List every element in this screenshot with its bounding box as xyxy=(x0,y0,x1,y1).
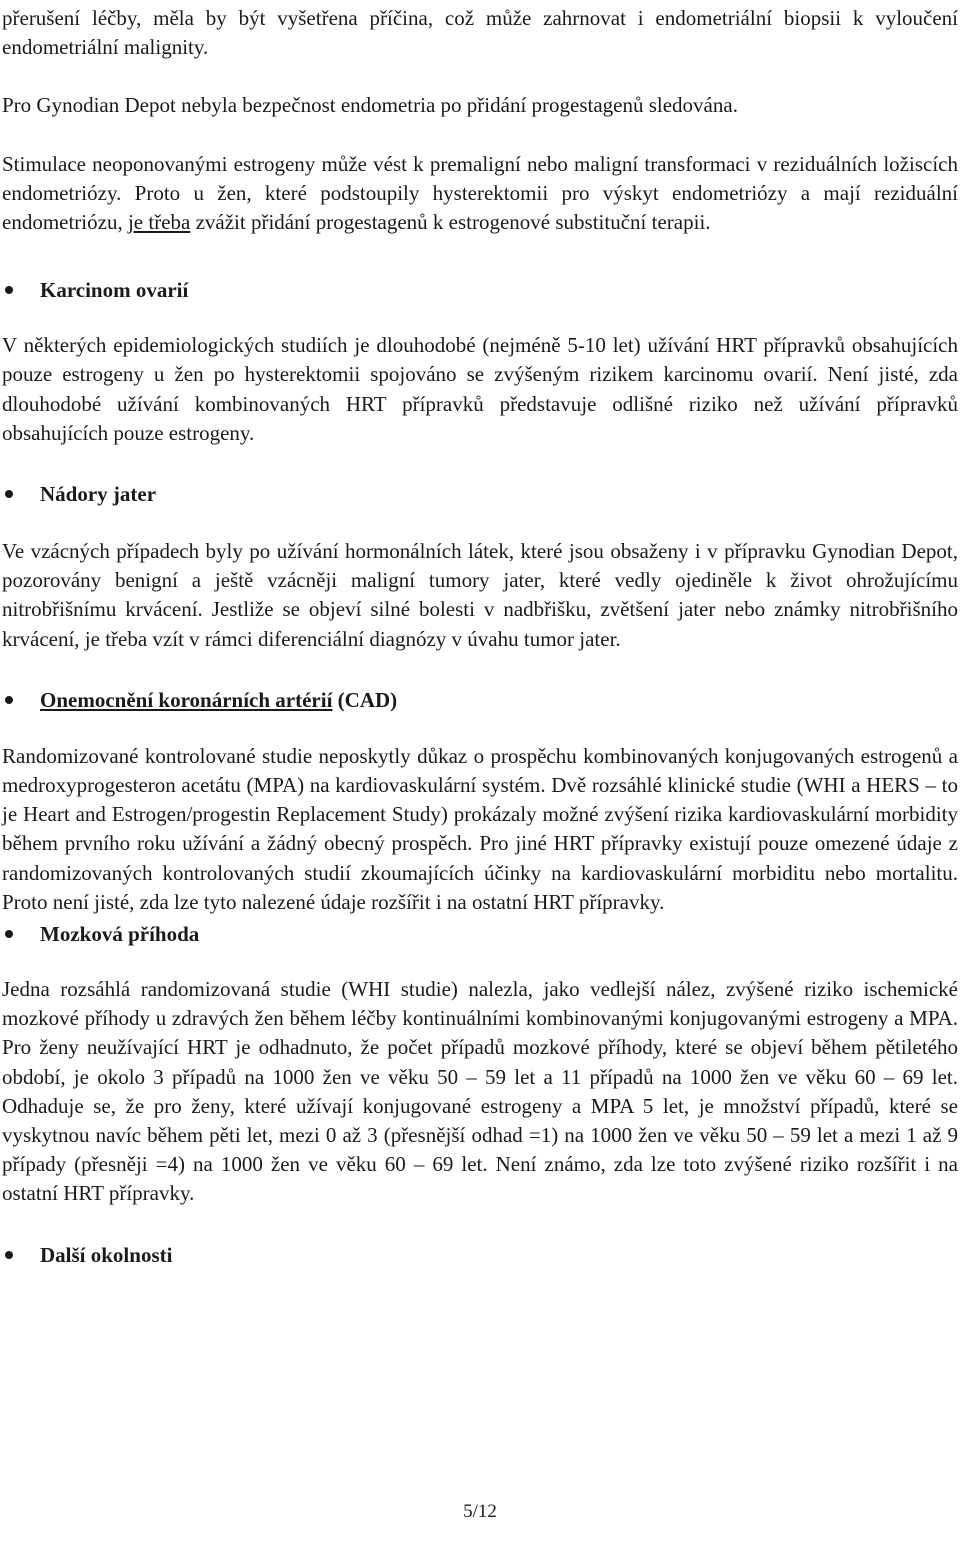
underlined-phrase: je třeba xyxy=(127,210,191,235)
paragraph-nadory-jater: Ve vzácných případech byly po užívání hormonálních látek, které jsou obsaženy i v přípravku Gynodian Depot, pozorovány benigní a ještě vzácněji maligní tumory jater, které vedly ojediněle k život ohrožujícímu nitrobřišnímu krvácení. Jestliže se objeví silné bolesti v nadbřišku, zvětšení jater nebo známky nitrobřišního krvácení, je třeba vzít v rámci diferenciální diagnózy v úvahu tumor jater. xyxy=(2,539,958,651)
bullet-icon xyxy=(5,1251,13,1259)
paragraph-karcinom-ovarii: V některých epidemiologických studiích je dlouhodobé (nejméně 5-10 let) užívání HRT přípravků obsahujících pouze estrogeny u žen po hysterektomii spojováno se zvýšeným rizikem karcinomu ovarií. Není jisté, zda dlouhodobé užívání kombinovaných HRT přípravků představuje odlišné riziko než užívání přípravků obsahujících pouze estrogeny. xyxy=(2,333,958,445)
paragraph-mozkova-prihoda: Jedna rozsáhlá randomizovaná studie (WHI studie) nalezla, jako vedlejší nález, zvýšené riziko ischemické mozkové příhody u zdravých žen během léčby kontinuálními kombinovanými konjugovanými estrogeny a MPA. Pro ženy neužívající HRT je odhadnuto, že počet případů mozkové příhody, které se objeví během pětiletého období, je okolo 3 případů na 1000 žen ve věku 50 – 59 let a 11 případů na 1000 žen ve věku 60 – 69 let. Odhaduje se, že pro ženy, které užívají konjugované estrogeny a MPA 5 let, je množství případů, které se vyskytnou navíc během pěti let, mezi 0 až 3 (přesnější odhad =1) na 1000 žen ve věku 50 – 59 let a mezi 1 až 9 případy (přesněji =4) na 1000 žen ve věku 60 – 69 let. Není známo, zda lze toto zvýšené riziko rozšířit i na ostatní HRT přípravky. xyxy=(2,977,958,1206)
heading-text-suffix: (CAD) xyxy=(332,687,398,712)
bullet-icon xyxy=(5,286,13,294)
bullet-icon xyxy=(5,696,13,704)
heading-text-underlined: Onemocnění koronárních artérií xyxy=(40,687,333,712)
heading-text: Nádory jater xyxy=(40,482,157,507)
heading-cad xyxy=(2,685,958,715)
paragraph-endometriosis-part-b: zvážit přidání progestagenů k estrogenové substituční terapii. xyxy=(190,210,711,235)
heading-text: Mozková příhoda xyxy=(40,922,200,947)
paragraph-endometriosis xyxy=(2,150,958,238)
document-page xyxy=(0,4,958,1270)
paragraph-endometrial-biopsy: přerušení léčby, měla by být vyšetřena příčina, což může zahrnovat i endometriální biopsii k vyloučení endometriální malignity. xyxy=(2,6,958,60)
bullet-icon xyxy=(5,930,13,938)
heading-mozkova-prihoda xyxy=(2,919,958,949)
heading-text: Karcinom ovarií xyxy=(40,278,189,303)
heading-karcinom-ovarii xyxy=(2,275,958,305)
heading-dalsi-okolnosti xyxy=(2,1240,958,1270)
paragraph-endometrium-safety: Pro Gynodian Depot nebyla bezpečnost endometria po přidání progestagenů sledována. xyxy=(2,93,738,118)
paragraph-endometriosis-part-a: Stimulace neoponovanými estrogeny může vést k premaligní nebo maligní transformaci v reziduálních ložiscích endometriózy. Proto u žen, které podstoupily hysterektomii pro výskyt endometriózy a mají reziduální endometriózu, xyxy=(2,151,958,235)
heading-nadory-jater xyxy=(2,479,958,509)
paragraph-cad: Randomizované kontrolované studie neposkytly důkaz o prospěchu kombinovaných konjugovaných estrogenů a medroxyprogesteron acetátu (MPA) na kardiovaskulární systém. Dvě rozsáhlé klinické studie (WHI a HERS – to je Heart and Estrogen/progestin Replacement Study) prokázaly možné zvýšení rizika kardiovaskulární morbidity během prvního roku užívání a žádný obecný prospěch. Pro jiné HRT přípravky existují pouze omezené údaje z randomizovaných kontrolovaných studií zkoumajících účinky na kardiovaskulární morbiditu nebo mortalitu. Proto není jisté, zda lze tyto nalezené údaje rozšířit i na ostatní HRT přípravky. xyxy=(2,743,958,914)
heading-text: Další okolnosti xyxy=(40,1242,173,1267)
page-number: 5/12 xyxy=(463,1501,497,1522)
bullet-icon xyxy=(5,490,13,498)
